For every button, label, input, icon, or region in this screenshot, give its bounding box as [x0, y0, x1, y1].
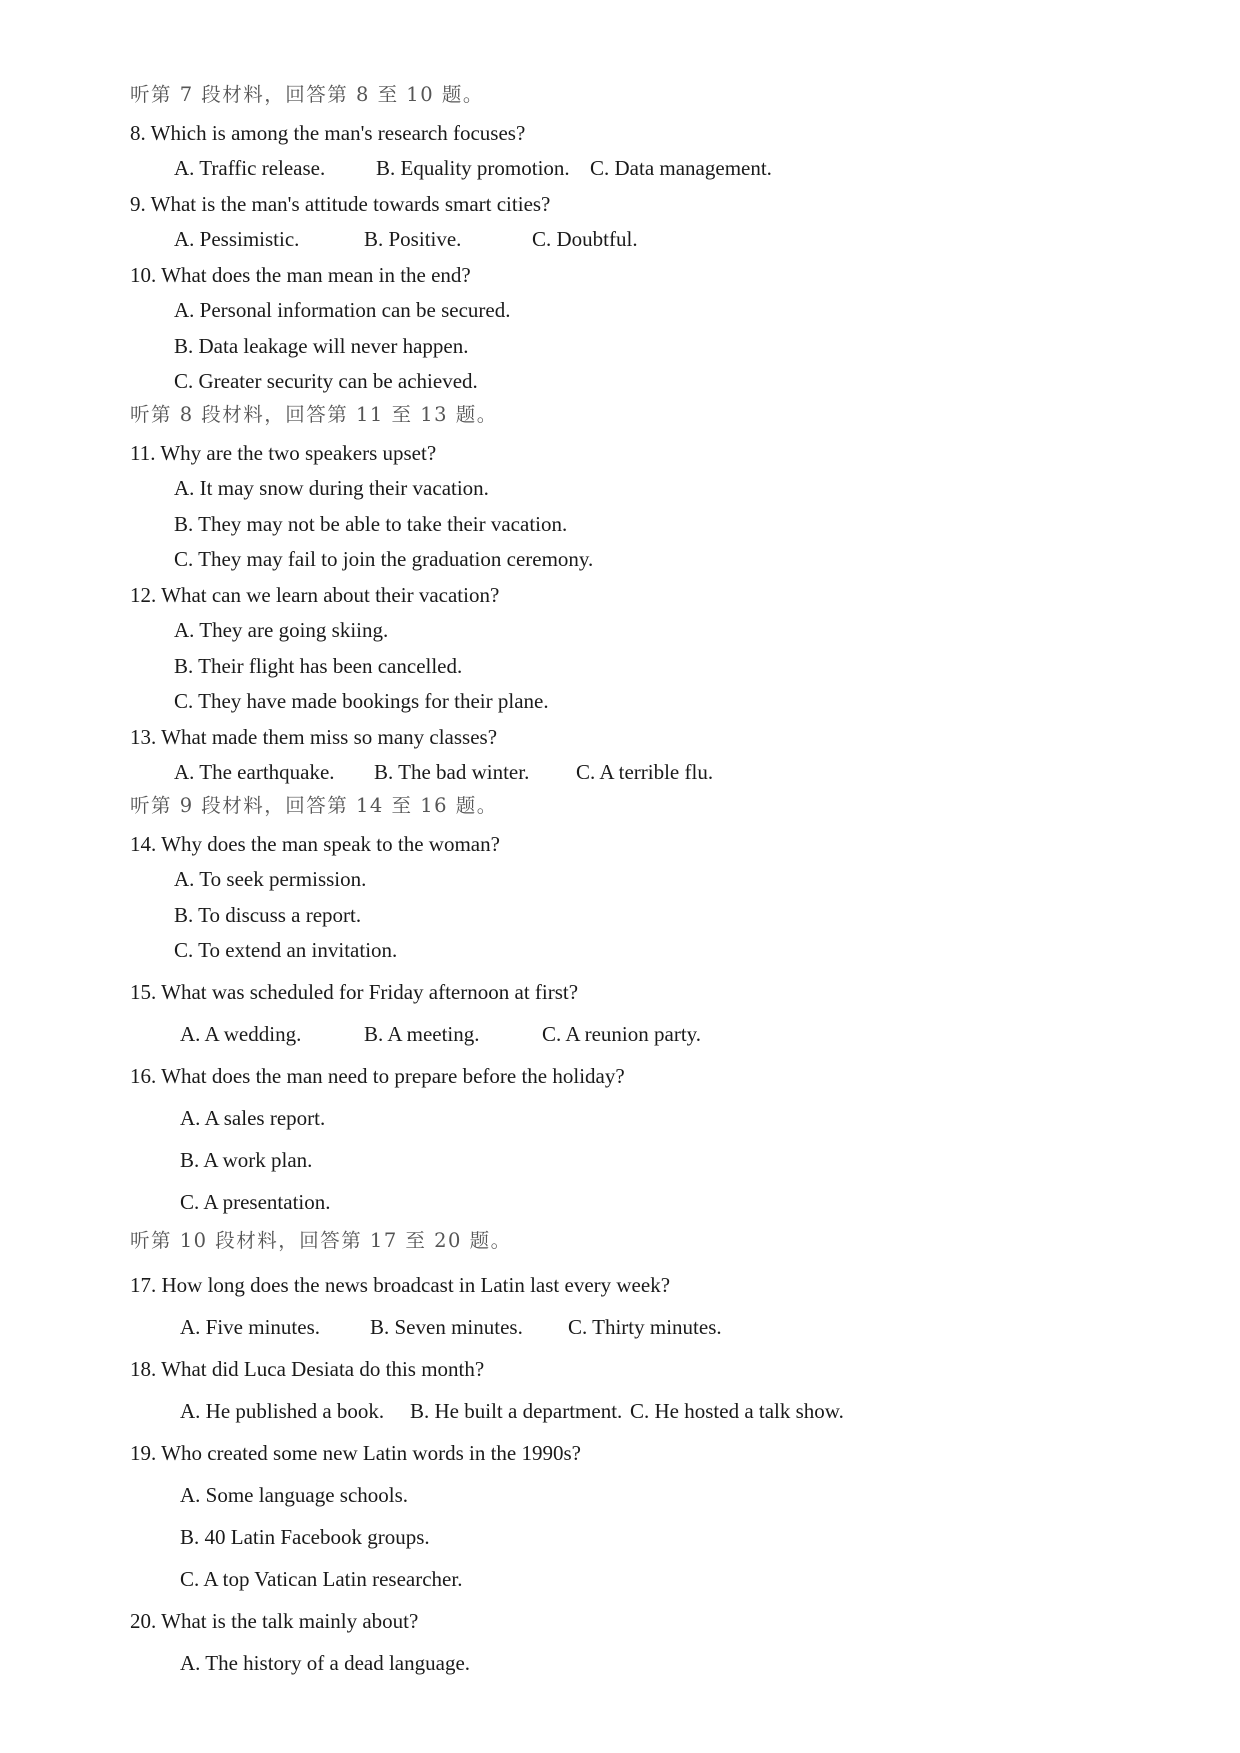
option-15a: A. A wedding.: [180, 1022, 302, 1046]
option-16b: B. A work plan.: [180, 1148, 313, 1172]
option-9a: A. Pessimistic.: [174, 227, 300, 251]
option-8b: B. Equality promotion.: [376, 156, 570, 180]
option-12c: C. They have made bookings for their plane.: [174, 689, 549, 713]
option-14b: B. To discuss a report.: [174, 903, 362, 927]
section-heading: 听第 7 段材料，回答第 8 至 10 题。: [130, 83, 484, 106]
option-18c: C. He hosted a talk show.: [630, 1399, 844, 1423]
option-18b: B. He built a department.: [410, 1399, 623, 1423]
question-12: 12. What can we learn about their vacation?: [130, 583, 500, 607]
option-19b: B. 40 Latin Facebook groups.: [180, 1525, 430, 1549]
question-15: 15. What was scheduled for Friday afternoon at first?: [130, 980, 579, 1004]
option-12b: B. Their flight has been cancelled.: [174, 654, 463, 678]
option-19a: A. Some language schools.: [180, 1483, 409, 1507]
option-11a: A. It may snow during their vacation.: [174, 476, 489, 500]
option-17b: B. Seven minutes.: [370, 1315, 523, 1339]
option-10c: C. Greater security can be achieved.: [174, 369, 478, 393]
question-13: 13. What made them miss so many classes?: [130, 725, 498, 749]
option-11b: B. They may not be able to take their vacation.: [174, 512, 568, 536]
option-9c: C. Doubtful.: [532, 227, 638, 251]
option-10b: B. Data leakage will never happen.: [174, 334, 469, 358]
option-14c: C. To extend an invitation.: [174, 938, 398, 962]
option-14a: A. To seek permission.: [174, 867, 367, 891]
question-19: 19. Who created some new Latin words in the 1990s?: [130, 1441, 581, 1465]
question-11: 11. Why are the two speakers upset?: [130, 441, 437, 465]
question-10: 10. What does the man mean in the end?: [130, 263, 471, 287]
option-17a: A. Five minutes.: [180, 1315, 320, 1339]
question-20: 20. What is the talk mainly about?: [130, 1609, 419, 1633]
section-heading: 听第 9 段材料，回答第 14 至 16 题。: [130, 794, 498, 817]
section-heading: 听第 8 段材料，回答第 11 至 13 题。: [130, 403, 498, 426]
option-10a: A. Personal information can be secured.: [174, 298, 511, 322]
option-13a: A. The earthquake.: [174, 760, 335, 784]
option-8a: A. Traffic release.: [174, 156, 326, 180]
option-9b: B. Positive.: [364, 227, 462, 251]
section-heading: 听第 10 段材料，回答第 17 至 20 题。: [130, 1229, 512, 1252]
option-18a: A. He published a book.: [180, 1399, 385, 1423]
option-13c: C. A terrible flu.: [576, 760, 714, 784]
question-16: 16. What does the man need to prepare before the holiday?: [130, 1064, 625, 1088]
option-15c: C. A reunion party.: [542, 1022, 702, 1046]
question-8: 8. Which is among the man's research focuses?: [130, 121, 526, 145]
option-15b: B. A meeting.: [364, 1022, 480, 1046]
question-9: 9. What is the man's attitude towards smart cities?: [130, 192, 551, 216]
option-13b: B. The bad winter.: [374, 760, 530, 784]
option-16c: C. A presentation.: [180, 1190, 331, 1214]
question-14: 14. Why does the man speak to the woman?: [130, 832, 500, 856]
option-20a: A. The history of a dead language.: [180, 1651, 471, 1675]
option-12a: A. They are going skiing.: [174, 618, 389, 642]
option-17c: C. Thirty minutes.: [568, 1315, 722, 1339]
option-11c: C. They may fail to join the graduation ceremony.: [174, 547, 594, 571]
question-17: 17. How long does the news broadcast in Latin last every week?: [130, 1273, 671, 1297]
question-18: 18. What did Luca Desiata do this month?: [130, 1357, 485, 1381]
option-8c: C. Data management.: [590, 156, 772, 180]
option-16a: A. A sales report.: [180, 1106, 326, 1130]
option-19c: C. A top Vatican Latin researcher.: [180, 1567, 463, 1591]
